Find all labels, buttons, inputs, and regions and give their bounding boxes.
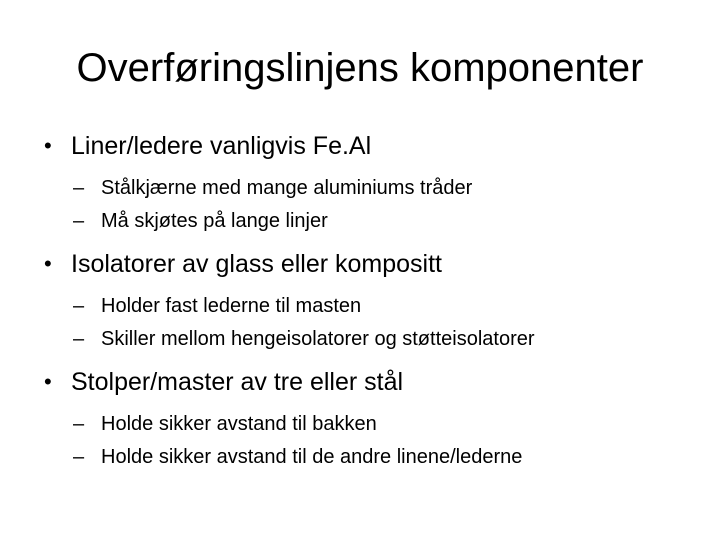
sub-text: Holder fast lederne til masten — [101, 295, 362, 317]
bullet-item — [44, 130, 704, 162]
sub-text: Skiller mellom hengeisolatorer og støtteisolatorer — [101, 328, 535, 350]
sub-text: Må skjøtes på lange linjer — [101, 210, 328, 232]
bullet-marker: • — [44, 251, 52, 276]
bullet-marker: • — [44, 133, 52, 158]
slide-content — [44, 130, 704, 474]
slide-title: Overføringslinjens komponenter — [76, 46, 644, 90]
sub-item — [44, 205, 704, 238]
sub-marker: – — [73, 177, 85, 199]
sub-item — [44, 441, 704, 474]
sub-item — [44, 290, 704, 323]
sub-text: Stålkjærne med mange aluminiums tråder — [101, 177, 473, 199]
sub-text: Holde sikker avstand til de andre linene/lederne — [101, 446, 523, 468]
sub-list — [44, 408, 704, 474]
bullet-text: Stolper/master av tre eller stål — [71, 368, 404, 396]
bullet-group-2 — [44, 248, 704, 356]
sub-list — [44, 172, 704, 238]
bullet-text: Isolatorer av glass eller kompositt — [71, 250, 442, 278]
bullet-marker: • — [44, 369, 52, 394]
sub-text: Holde sikker avstand til bakken — [101, 413, 377, 435]
bullet-item — [44, 366, 704, 398]
sub-list — [44, 290, 704, 356]
sub-item — [44, 408, 704, 441]
bullet-text: Liner/ledere vanligvis Fe.Al — [71, 132, 372, 160]
sub-marker: – — [73, 328, 85, 350]
sub-item — [44, 172, 704, 205]
sub-marker: – — [73, 446, 85, 468]
bullet-group-1 — [44, 130, 704, 238]
bullet-item — [44, 248, 704, 280]
bullet-group-3 — [44, 366, 704, 474]
sub-marker: – — [73, 210, 85, 232]
sub-item — [44, 323, 704, 356]
sub-marker: – — [73, 295, 85, 317]
sub-marker: – — [73, 413, 85, 435]
